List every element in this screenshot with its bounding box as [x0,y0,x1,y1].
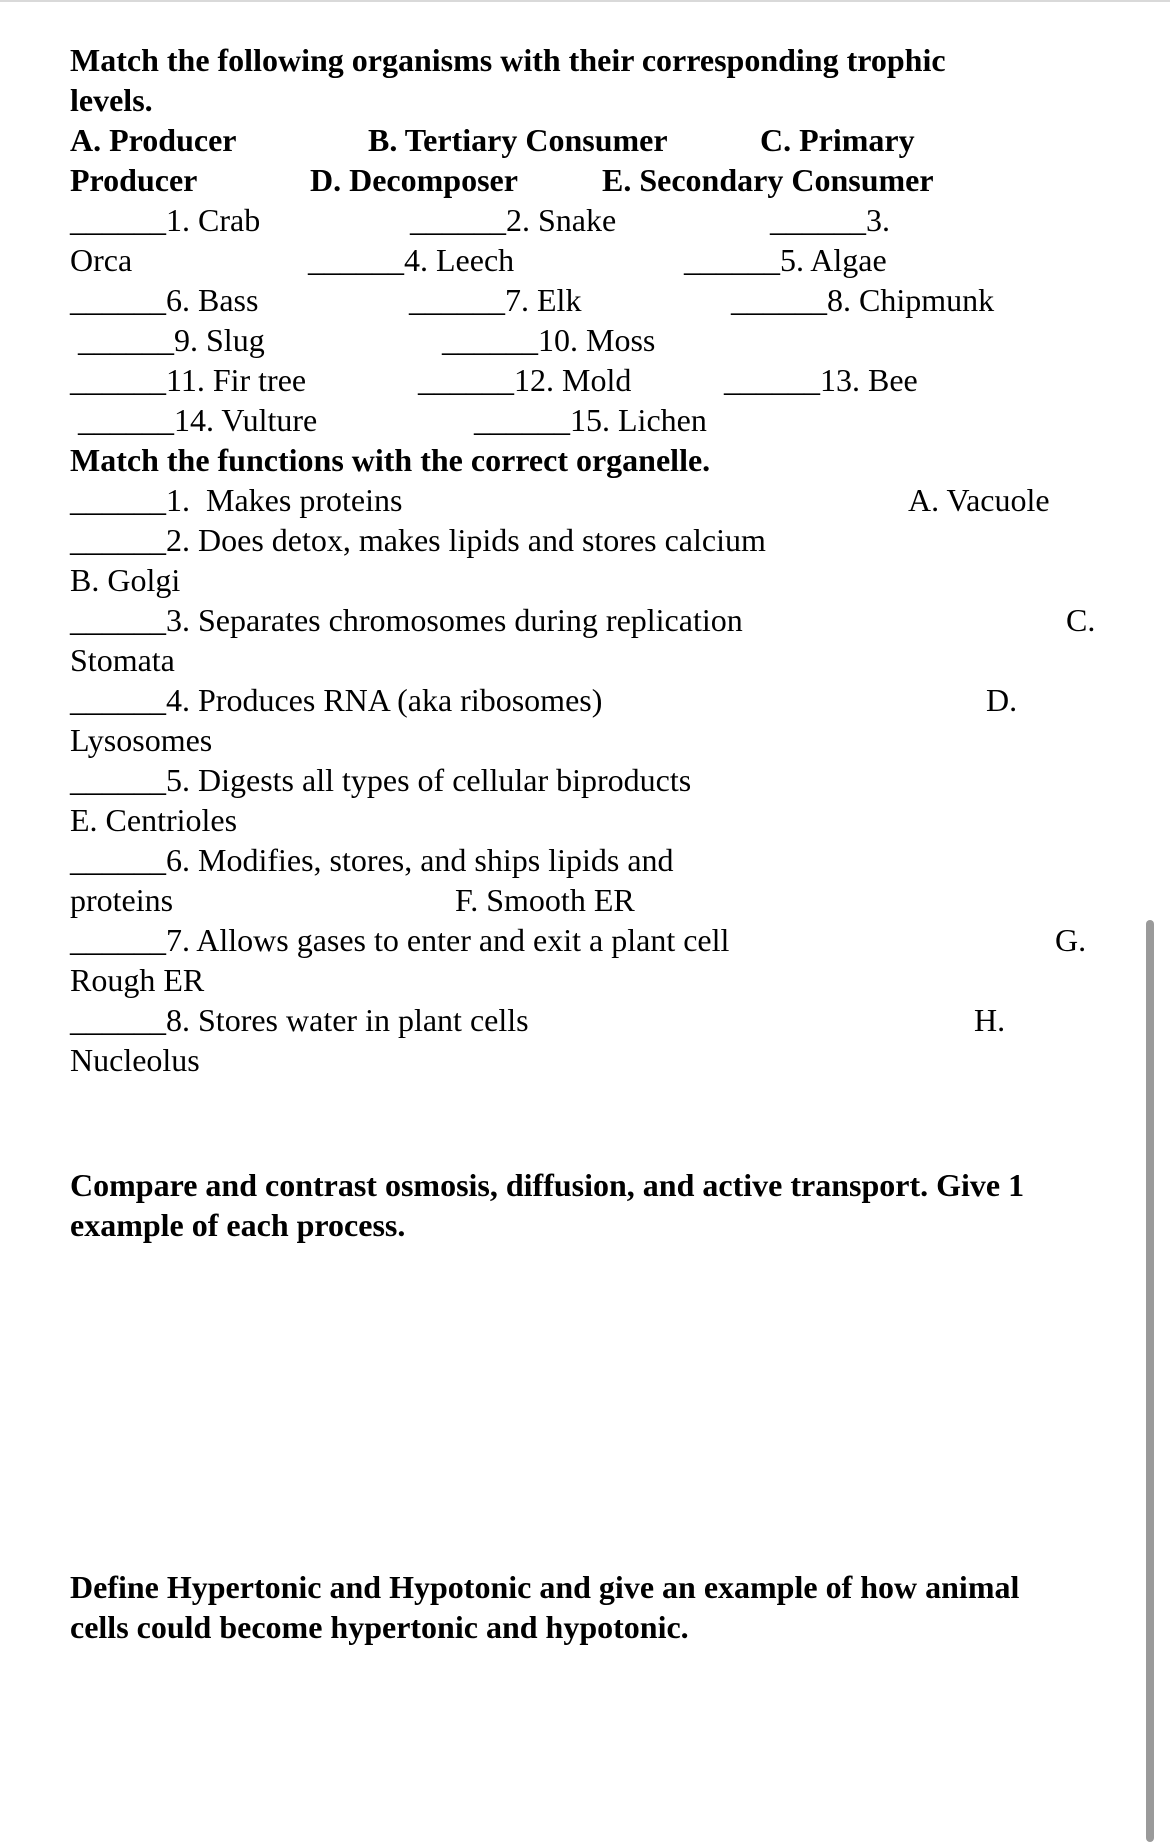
transport-question-line1: Compare and contrast osmosis, diffusion, and active transport. Give 1 [70,1167,1025,1203]
organelle-option: Stomata [70,642,175,678]
answer-blank[interactable]: ______ [78,402,174,438]
organelle-option: Lysosomes [70,722,213,758]
organism-item: Orca [70,242,133,278]
organism-item: ______3. [770,202,890,238]
organelle-option: A. Vacuole [908,482,1050,518]
organelle-option: D. [986,682,1018,718]
option-primary-part2: Producer [70,162,198,198]
top-border [0,0,1170,2]
option-tertiary-consumer: B. Tertiary Consumer [368,122,668,158]
organelle-heading: Match the functions with the correct organelle. [70,442,711,478]
trophic-heading-line1: Match the following organisms with their corresponding trophic [70,42,946,78]
organism-item: ______8. Chipmunk [731,282,995,318]
answer-blank[interactable]: ______ [70,282,166,318]
answer-blank[interactable]: ______ [410,202,506,238]
option-producer: A. Producer [70,122,237,158]
organism-item: ______5. Algae [684,242,887,278]
function-item: ______5. Digests all types of cellular biproducts [70,762,692,798]
function-item: ______8. Stores water in plant cells [70,1002,529,1038]
organelle-option: G. [1055,922,1087,958]
tonicity-question-line1: Define Hypertonic and Hypotonic and give an example of how animal [70,1569,1020,1605]
answer-blank[interactable]: ______ [70,482,166,518]
organism-item: ______1. Crab [70,202,261,238]
function-item: ______7. Allows gases to enter and exit a plant cell [70,922,730,958]
organelle-option: Rough ER [70,962,205,998]
function-item: ______6. Modifies, stores, and ships lipids and [70,842,674,878]
trophic-heading-line2: levels. [70,82,153,118]
organelle-option: H. [974,1002,1006,1038]
answer-blank[interactable]: ______ [70,682,166,718]
organism-item: ______7. Elk [409,282,582,318]
answer-blank[interactable]: ______ [70,602,166,638]
organelle-option: E. Centrioles [70,802,238,838]
transport-question-line2: example of each process. [70,1207,406,1243]
answer-blank[interactable]: ______ [442,322,538,358]
organism-item: ______2. Snake [410,202,617,238]
organelle-option: B. Golgi [70,562,181,598]
answer-blank[interactable]: ______ [308,242,404,278]
answer-blank[interactable]: ______ [731,282,827,318]
scrollbar[interactable] [1146,920,1154,1842]
option-primary-part1: C. Primary [760,122,915,158]
function-item: ______1. Makes proteins [70,482,403,518]
organism-item: ______4. Leech [308,242,515,278]
answer-blank[interactable]: ______ [474,402,570,438]
answer-blank[interactable]: ______ [78,322,174,358]
answer-blank[interactable]: ______ [70,522,166,558]
option-secondary-consumer: E. Secondary Consumer [602,162,934,198]
function-item-continued: proteins [70,882,174,918]
answer-blank[interactable]: ______ [770,202,866,238]
tonicity-question-line2: cells could become hypertonic and hypotonic. [70,1609,689,1645]
organelle-option: Nucleolus [70,1042,200,1078]
answer-blank[interactable]: ______ [70,842,166,878]
organelle-option: C. [1066,602,1096,638]
answer-blank[interactable]: ______ [70,1002,166,1038]
answer-blank[interactable]: ______ [70,202,166,238]
organelle-option: F. Smooth ER [455,882,635,918]
function-item: ______3. Separates chromosomes during replication [70,602,743,638]
organism-item: ______9. Slug [78,322,265,358]
answer-blank[interactable]: ______ [684,242,780,278]
answer-blank[interactable]: ______ [409,282,505,318]
organism-item: ______13. Bee [724,362,918,398]
organism-item: ______6. Bass [70,282,259,318]
answer-blank[interactable]: ______ [70,762,166,798]
answer-blank[interactable]: ______ [70,922,166,958]
answer-blank[interactable]: ______ [418,362,514,398]
organism-item: ______12. Mold [418,362,632,398]
organism-item: ______14. Vulture [78,402,318,438]
answer-blank[interactable]: ______ [70,362,166,398]
organism-item: ______15. Lichen [474,402,707,438]
answer-blank[interactable]: ______ [724,362,820,398]
organism-item: ______11. Fir tree [70,362,307,398]
function-item: ______2. Does detox, makes lipids and stores calcium [70,522,766,558]
option-decomposer: D. Decomposer [310,162,518,198]
organism-item: ______10. Moss [442,322,656,358]
function-item: ______4. Produces RNA (aka ribosomes) [70,682,603,718]
